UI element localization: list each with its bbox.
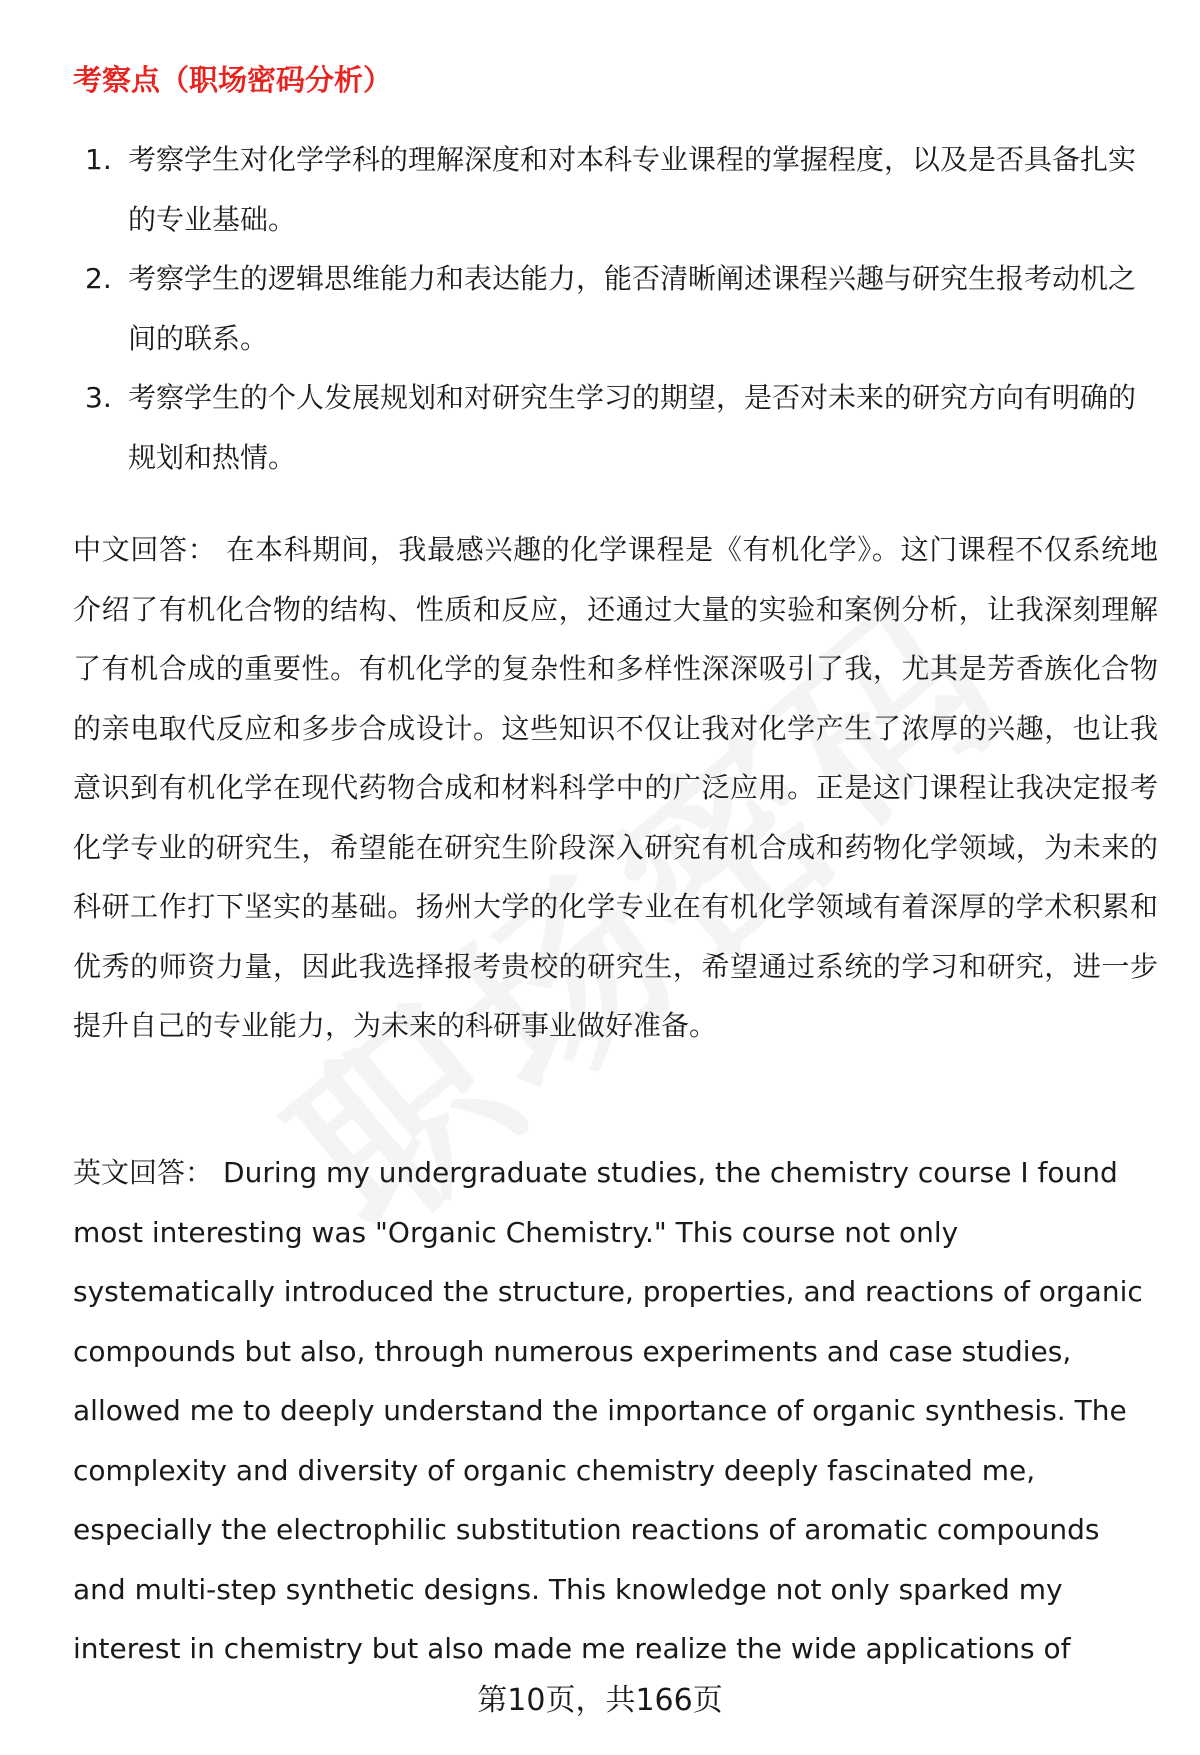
list-item-text: 考察学生对化学学科的理解深度和对本科专业课程的掌握程度，以及是否具备扎实的专业基础。	[128, 143, 1137, 236]
assessment-points-list	[73, 130, 1153, 487]
list-item	[73, 249, 1153, 368]
list-item-text: 考察学生的个人发展规划和对研究生学习的期望，是否对未来的研究方向有明确的规划和热情。	[128, 381, 1137, 474]
list-item	[73, 130, 1153, 249]
english-answer-paragraph	[73, 1143, 1158, 1679]
list-item-number: 2.	[85, 262, 112, 295]
chinese-answer-paragraph	[73, 520, 1158, 1056]
english-answer-label: 英文回答：	[73, 1156, 214, 1189]
list-item-number: 3.	[85, 381, 112, 414]
list-item-text: 考察学生的逻辑思维能力和表达能力，能否清晰阐述课程兴趣与研究生报考动机之间的联系。	[128, 262, 1137, 355]
english-answer-text: During my undergraduate studies, the chemistry course I found most interesting was "Organic Chemistry." This course not only systematically introduced the structure, properties, and reactions of organic compounds but also, through numerous experiments and case studies, allowed me to deeply understand the importance of organic synthesis. The complexity and diversity of organic chemistry deeply fascinated me, especially the electrophilic substitution reactions of aromatic compounds and multi-step synthetic designs. This knowledge not only sparked my interest in chemistry but also made me realize the wide applications of	[73, 1156, 1143, 1665]
page-indicator: 第10页，共166页	[477, 1683, 723, 1718]
list-item	[73, 368, 1153, 487]
section-heading: 考察点（职场密码分析）	[73, 63, 393, 97]
list-item-number: 1.	[85, 143, 112, 176]
chinese-answer-text: 在本科期间，我最感兴趣的化学课程是《有机化学》。这门课程不仅系统地介绍了有机化合物的结构、性质和反应，还通过大量的实验和案例分析，让我深刻理解了有机合成的重要性。有机化学的复杂性和多样性深深吸引了我，尤其是芳香族化合物的亲电取代反应和多步合成设计。这些知识不仅让我对化学产生了浓厚的兴趣，也让我意识到有机化学在现代药物合成和材料科学中的广泛应用。正是这门课程让我决定报考化学专业的研究生，希望能在研究生阶段深入研究有机合成和药物化学领域，为未来的科研工作打下坚实的基础。扬州大学的化学专业在有机化学领域有着深厚的学术积累和优秀的师资力量，因此我选择报考贵校的研究生，希望通过系统的学习和研究，进一步提升自己的专业能力，为未来的科研事业做好准备。	[73, 533, 1158, 1042]
chinese-answer-label: 中文回答：	[73, 533, 217, 566]
